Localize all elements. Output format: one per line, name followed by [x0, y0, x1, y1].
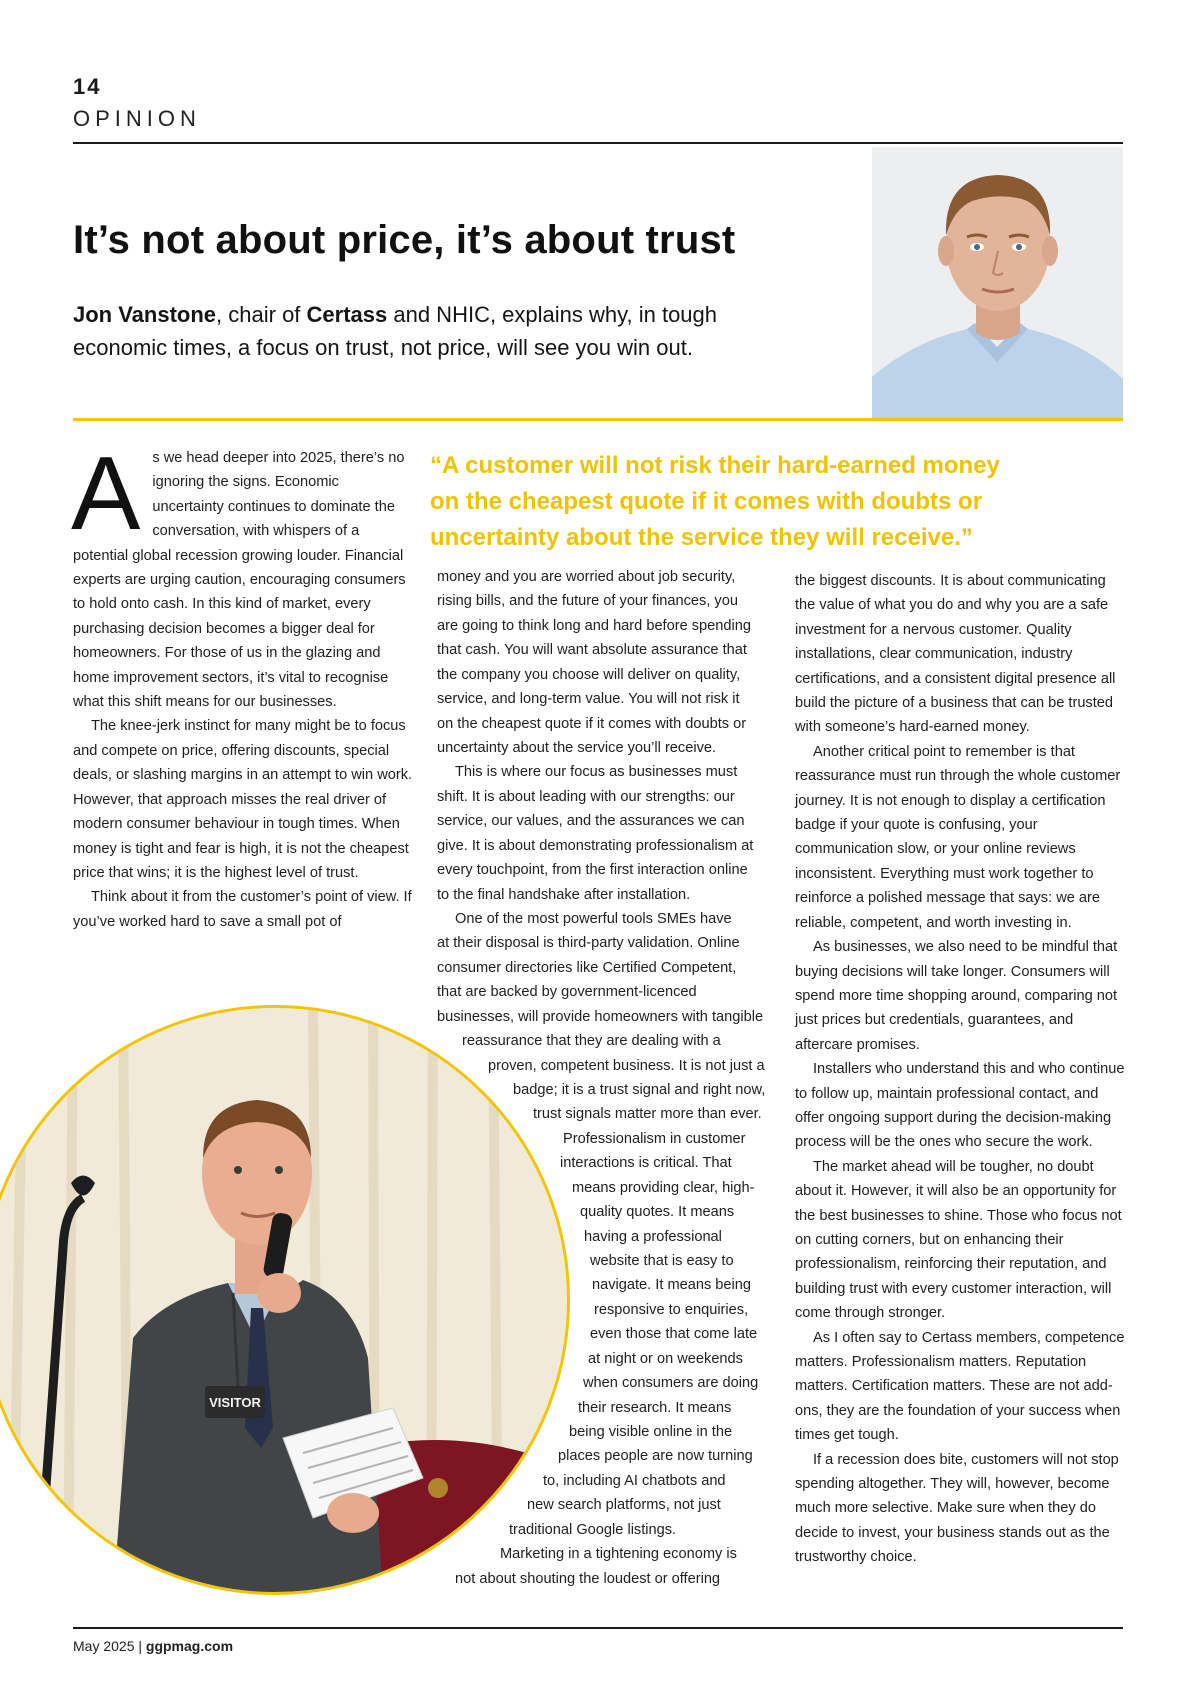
col2-line: having a professional [584, 1229, 722, 1245]
col2-line: that cash. You will want absolute assurance that [437, 642, 747, 658]
col2-line: means providing clear, high- [572, 1180, 755, 1196]
col2-line: businesses, will provide homeowners with tangible [437, 1009, 764, 1025]
col2-line: consumer directories like Certified Competent, [437, 960, 737, 976]
col3-paragraph-5: The market ahead will be tougher, no doubt about it. However, it will also be an opportunity for the best businesses to shine. Those who focus not on cutting corners, but on enhancing their professionalism, reinforcing their reputation, and building trust with every customer interaction, will come through stronger. [795, 1158, 1122, 1322]
col2-line: navigate. It means being [592, 1277, 752, 1293]
column-1 [71, 436, 413, 934]
col3-paragraph-1: the biggest discounts. It is about communicating the value of what you do and why you are a safe investment for a nervous customer. Quality installations, clear communication, industry certifications, and a consistent digital presence all build the picture of a business that can be trusted with someone’s hard-earned money. [795, 573, 1116, 736]
col2-line: being visible online in the [569, 1424, 733, 1440]
col2-line: quality quotes. It means [580, 1204, 735, 1220]
col2-line: service, our values, and the assurances we can [437, 813, 745, 829]
col2-line: traditional Google listings. [509, 1522, 677, 1538]
standfirst-text-1: , chair of [216, 302, 307, 327]
author-name: Jon Vanstone [73, 302, 217, 327]
col2-line: even those that come late [590, 1326, 758, 1342]
col2-line: give. It is about demonstrating professionalism at [437, 838, 754, 854]
col2-line: places people are now turning [558, 1448, 753, 1464]
col2-line: One of the most powerful tools SMEs have [455, 911, 732, 927]
drop-cap: A [71, 436, 141, 552]
event-photo [0, 1005, 570, 1595]
issue-date: May 2025 [73, 1638, 135, 1654]
col2-line: new search platforms, not just [527, 1497, 721, 1513]
gold-divider [73, 418, 1123, 421]
col2-line: shift. It is about leading with our strengths: our [437, 789, 735, 805]
col2-line: their research. It means [578, 1400, 732, 1416]
col2-line: that are backed by government-licenced [437, 984, 697, 1000]
col2-line: badge; it is a trust signal and right now, [513, 1082, 766, 1098]
article-headline: It’s not about price, it’s about trust [73, 218, 736, 262]
col2-line: to the final handshake after installation. [437, 887, 691, 903]
col2-line: responsive to enquiries, [594, 1302, 749, 1318]
col2-line: the company you choose will deliver on quality, [437, 667, 741, 683]
col1-paragraph-1: s we head deeper into 2025, there’s no ignoring the signs. Economic uncertainty continues to dominate the conversation, with whispers of a potential global recession growing louder. Financial experts are urging caution, encouraging consumers to hold onto cash. In this kind of market, every purchasing decision becomes a bigger deal for homeowners. For those of us in the glazing and home improvement sectors, it’s vital to recognise what this shift means for our businesses. [73, 450, 406, 711]
visitor-badge: VISITOR [209, 1395, 261, 1410]
standfirst-text-2: and NHIC, explains why, in tough economic times, a focus on trust, not price, will see you win out. [73, 302, 718, 360]
col2-line: are going to think long and hard before spending [437, 618, 752, 634]
pull-quote: “A customer will not risk their hard-earned money on the cheapest quote if it comes with doubts or uncertainty about the service they will receive.” [430, 452, 1000, 551]
site-link[interactable]: ggpmag.com [145, 1638, 234, 1654]
standfirst [73, 298, 773, 364]
col1-paragraph-3: Think about it from the customer’s point of view. If you’ve worked hard to save a small pot of [73, 889, 412, 930]
footer [73, 1638, 233, 1654]
col2-line: not about shouting the loudest or offering [455, 1571, 721, 1587]
col2-line: Marketing in a tightening economy is [500, 1546, 737, 1562]
top-divider [73, 142, 1123, 144]
col2-line: at night or on weekends [588, 1351, 743, 1367]
col2-line: trust signals matter more than ever. [533, 1106, 762, 1122]
col3-paragraph-2: Another critical point to remember is that reassurance must run through the whole customer journey. It is not enough to display a certification badge if your quote is confusing, your communication slow, or your online reviews inconsistent. Everything must work together to reinforce a polished message that says: we are reliable, competent, and worth investing in. [795, 743, 1121, 931]
col2-line: on the cheapest quote if it comes with doubts or [437, 716, 747, 732]
footer-separator: | [138, 1638, 143, 1654]
col2-line: rising bills, and the future of your finances, you [437, 593, 738, 609]
section-label: OPINION [73, 106, 201, 131]
col2-line: This is where our focus as businesses must [455, 764, 738, 780]
col2-line: service, and long-term value. You will not risk it [437, 691, 740, 707]
col2-line: Professionalism in customer [563, 1131, 746, 1147]
col2-line: interactions is critical. That [560, 1155, 732, 1171]
portrait-illustration [872, 147, 1123, 419]
col2-line: when consumers are doing [583, 1375, 759, 1391]
organisation-name: Certass [306, 302, 388, 327]
page-number: 14 [73, 74, 102, 99]
col2-line: at their disposal is third-party validation. Online [437, 935, 740, 951]
bottom-divider [73, 1627, 1123, 1629]
col3-paragraph-4: Installers who understand this and who continue to follow up, maintain professional contact, and offer ongoing support during the decision-making process will be the ones who secure the work. [795, 1061, 1125, 1151]
col3-paragraph-7: If a recession does bite, customers will not stop spending altogether. They will, however, become much more selective. Make sure when they do decide to invest, your business stands out as the trustworthy choice. [795, 1451, 1119, 1566]
col3-paragraph-3: As businesses, we also need to be mindful that buying decisions will take longer. Consumers will spend more time shopping around, comparing not just prices but credentials, guarantees, and aftercare promises. [795, 939, 1118, 1053]
col1-paragraph-2: The knee-jerk instinct for many might be to focus and compete on price, offering discounts, special deals, or slashing margins in an attempt to win work. However, that approach misses the real driver of modern consumer behaviour in tough times. When money is tight and fear is high, it is not the cheapest price that wins; it is the highest level of trust. [73, 718, 413, 881]
col2-line: reassurance that they are dealing with a [462, 1033, 721, 1049]
col2-line: proven, competent business. It is not just a [488, 1058, 765, 1074]
col2-line: every touchpoint, from the first interaction online [437, 862, 748, 878]
col2-line: website that is easy to [590, 1253, 734, 1269]
author-portrait [872, 147, 1123, 419]
col2-line: to, including AI chatbots and [543, 1473, 726, 1489]
col2-line: uncertainty about the service you’ll receive. [437, 740, 717, 756]
event-photo-illustration [0, 1008, 570, 1595]
col2-line: money and you are worried about job security, [437, 569, 736, 585]
col3-paragraph-6: As I often say to Certass members, competence matters. Professionalism matters. Reputation matters. Certification matters. These are not add-ons, they are the foundation of your success when times get tough. [795, 1329, 1125, 1444]
column-3 [795, 569, 1125, 1570]
